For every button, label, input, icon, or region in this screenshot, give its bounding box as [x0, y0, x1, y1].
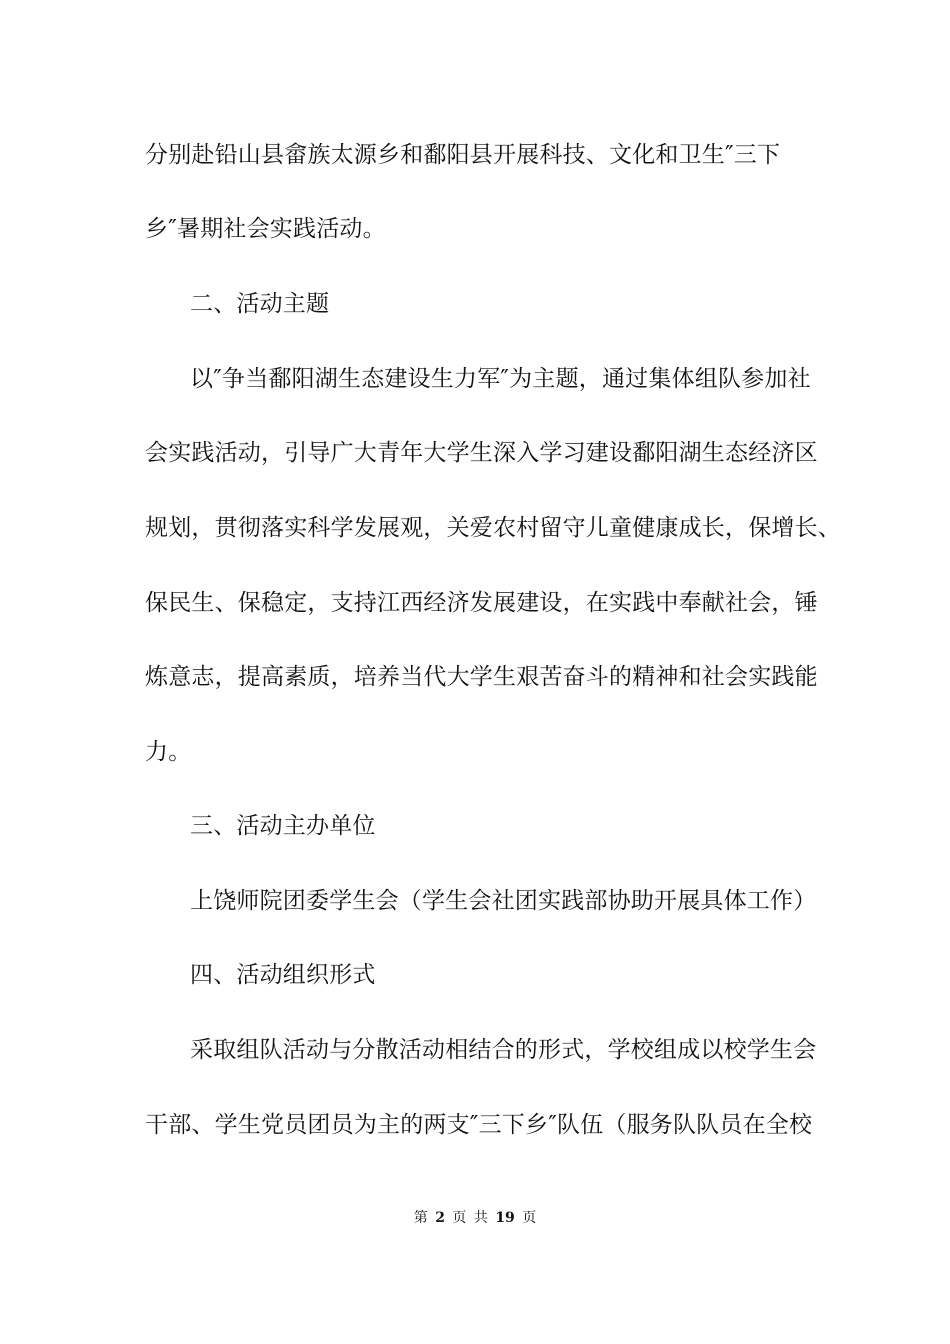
section-heading: 四、活动组织形式: [190, 962, 376, 988]
page-footer: [0, 1208, 950, 1228]
body-text-line: 采取组队活动与分散活动相结合的形式，学校组成以校学生会: [190, 1037, 817, 1063]
section-heading: 三、活动主办单位: [190, 813, 376, 839]
body-text-line: 分别赴铅山县畲族太源乡和鄱阳县开展科技、文化和卫生″三下: [145, 142, 781, 168]
body-text-line: 力。: [145, 739, 192, 765]
body-text-line: 规划，贯彻落实科学发展观，关爱农村留守儿童健康成长，保增长、: [145, 515, 841, 541]
body-text-line: 以″争当鄱阳湖生态建设生力军″为主题，通过集体组队参加社: [190, 366, 811, 392]
body-text-line: 保民生、保稳定，支持江西经济发展建设，在实践中奉献社会，锤: [145, 590, 818, 616]
total-pages-number: 19: [495, 1210, 515, 1226]
footer-middle: 页 共: [452, 1210, 488, 1226]
body-text-line: 炼意志，提高素质，培养当代大学生艰苦奋斗的精神和社会实践能: [145, 664, 818, 690]
body-text-line: 上饶师院团委学生会（学生会社团实践部协助开展具体工作）: [190, 888, 817, 914]
footer-prefix: 第: [413, 1210, 428, 1226]
body-text-line: 干部、学生党员团员为主的两支″三下乡″队伍（服务队队员在全校: [145, 1112, 813, 1138]
body-text-line: 乡″暑期社会实践活动。: [145, 216, 386, 242]
current-page-number: 2: [435, 1210, 445, 1226]
body-text-line: 会实践活动，引导广大青年大学生深入学习建设鄱阳湖生态经济区: [145, 440, 818, 466]
footer-suffix: 页: [522, 1210, 537, 1226]
section-heading: 二、活动主题: [190, 291, 330, 317]
